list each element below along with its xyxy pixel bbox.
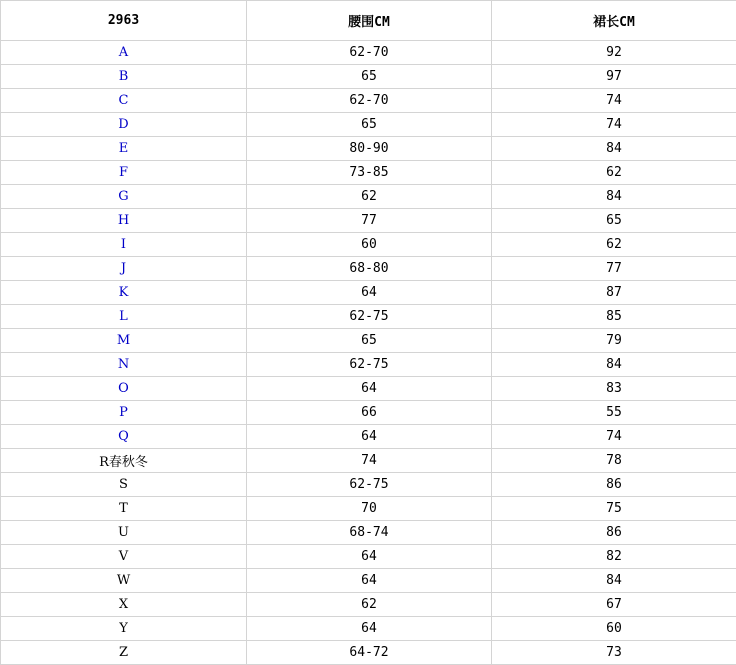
table-row: [1, 593, 736, 617]
header-row: [1, 1, 736, 41]
row-size-label: L: [1, 305, 247, 329]
row-size-label: U: [1, 521, 247, 545]
table-row: [1, 161, 736, 185]
row-length-value: 84: [492, 185, 736, 209]
table-row: [1, 425, 736, 449]
row-waist-value: 66: [247, 401, 492, 425]
row-waist-value: 64-72: [247, 641, 492, 665]
row-length-value: 65: [492, 209, 736, 233]
table-row: [1, 569, 736, 593]
row-length-value: 60: [492, 617, 736, 641]
row-size-label: D: [1, 113, 247, 137]
row-length-value: 62: [492, 161, 736, 185]
table-row: [1, 641, 736, 665]
table-row: [1, 353, 736, 377]
row-size-label: B: [1, 65, 247, 89]
row-length-value: 84: [492, 353, 736, 377]
table-row: [1, 209, 736, 233]
row-length-value: 75: [492, 497, 736, 521]
header-waist: 腰围CM: [247, 1, 492, 41]
table-row: [1, 305, 736, 329]
row-size-label: J: [1, 257, 247, 281]
row-size-label: O: [1, 377, 247, 401]
row-length-value: 84: [492, 137, 736, 161]
row-waist-value: 62-70: [247, 41, 492, 65]
row-waist-value: 64: [247, 569, 492, 593]
row-waist-value: 64: [247, 617, 492, 641]
row-length-value: 97: [492, 65, 736, 89]
table-row: [1, 377, 736, 401]
row-waist-value: 64: [247, 545, 492, 569]
row-length-value: 87: [492, 281, 736, 305]
row-length-value: 74: [492, 425, 736, 449]
row-waist-value: 62-70: [247, 89, 492, 113]
row-waist-value: 60: [247, 233, 492, 257]
row-length-value: 55: [492, 401, 736, 425]
row-size-label: T: [1, 497, 247, 521]
header-style-code: 2963: [1, 1, 247, 41]
table-row: [1, 449, 736, 473]
table-row: [1, 41, 736, 65]
row-size-label: I: [1, 233, 247, 257]
row-waist-value: 68-74: [247, 521, 492, 545]
row-size-label: A: [1, 41, 247, 65]
table-row: [1, 473, 736, 497]
table-row: [1, 89, 736, 113]
row-waist-value: 73-85: [247, 161, 492, 185]
row-size-label: V: [1, 545, 247, 569]
table-row: [1, 281, 736, 305]
row-size-label: N: [1, 353, 247, 377]
row-waist-value: 64: [247, 281, 492, 305]
row-waist-value: 77: [247, 209, 492, 233]
row-length-value: 67: [492, 593, 736, 617]
table-row: [1, 233, 736, 257]
row-waist-value: 62: [247, 185, 492, 209]
row-waist-value: 65: [247, 113, 492, 137]
table-row: [1, 497, 736, 521]
row-waist-value: 64: [247, 377, 492, 401]
row-length-value: 74: [492, 113, 736, 137]
row-size-label: F: [1, 161, 247, 185]
row-size-label: R春秋冬: [1, 449, 247, 473]
row-waist-value: 74: [247, 449, 492, 473]
row-length-value: 86: [492, 473, 736, 497]
row-length-value: 86: [492, 521, 736, 545]
row-waist-value: 62-75: [247, 305, 492, 329]
row-length-value: 74: [492, 89, 736, 113]
row-waist-value: 68-80: [247, 257, 492, 281]
row-length-value: 83: [492, 377, 736, 401]
row-length-value: 79: [492, 329, 736, 353]
table-row: [1, 329, 736, 353]
row-size-label: C: [1, 89, 247, 113]
row-waist-value: 62: [247, 593, 492, 617]
row-size-label: G: [1, 185, 247, 209]
row-size-label: Z: [1, 641, 247, 665]
header-skirt-length: 裙长CM: [492, 1, 736, 41]
row-length-value: 77: [492, 257, 736, 281]
row-length-value: 73: [492, 641, 736, 665]
row-size-label: X: [1, 593, 247, 617]
row-size-label: Y: [1, 617, 247, 641]
table-row: [1, 401, 736, 425]
table-row: [1, 257, 736, 281]
row-waist-value: 62-75: [247, 353, 492, 377]
row-length-value: 85: [492, 305, 736, 329]
row-length-value: 92: [492, 41, 736, 65]
table-row: [1, 545, 736, 569]
table-body: [1, 41, 736, 665]
row-size-label: M: [1, 329, 247, 353]
table-row: [1, 65, 736, 89]
row-length-value: 82: [492, 545, 736, 569]
row-waist-value: 64: [247, 425, 492, 449]
row-waist-value: 70: [247, 497, 492, 521]
table-row: [1, 185, 736, 209]
row-size-label: K: [1, 281, 247, 305]
row-size-label: Q: [1, 425, 247, 449]
row-waist-value: 62-75: [247, 473, 492, 497]
table-row: [1, 617, 736, 641]
row-size-label: W: [1, 569, 247, 593]
row-waist-value: 65: [247, 329, 492, 353]
row-size-label: P: [1, 401, 247, 425]
table-row: [1, 137, 736, 161]
row-size-label: H: [1, 209, 247, 233]
row-size-label: E: [1, 137, 247, 161]
row-size-label: S: [1, 473, 247, 497]
row-length-value: 62: [492, 233, 736, 257]
table-row: [1, 113, 736, 137]
row-length-value: 84: [492, 569, 736, 593]
row-waist-value: 80-90: [247, 137, 492, 161]
row-waist-value: 65: [247, 65, 492, 89]
table-row: [1, 521, 736, 545]
row-length-value: 78: [492, 449, 736, 473]
